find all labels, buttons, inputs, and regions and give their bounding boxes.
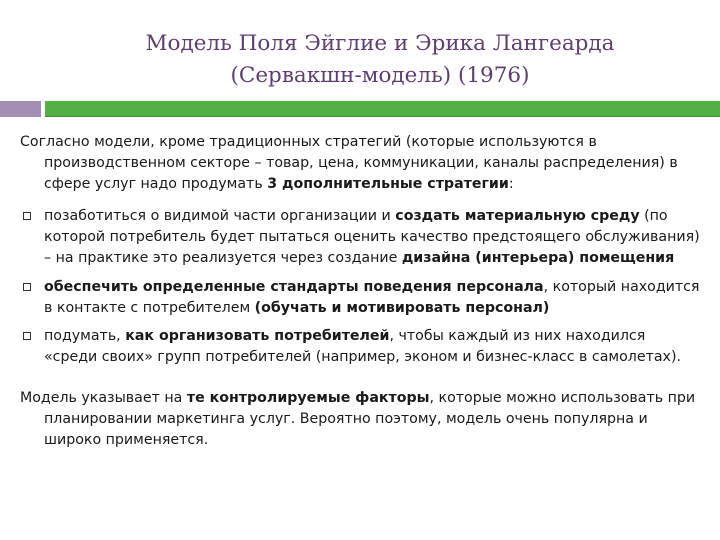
outro-text: Модель указывает на	[20, 389, 187, 406]
bullet-bold: как организовать потребителей	[125, 328, 390, 345]
square-bullet-icon	[23, 332, 31, 340]
outro-text-end: , которые можно использовать при планировании маркетинга услуг. Вероятно поэтому, модель очень популярна и широко применяется.	[44, 389, 696, 448]
intro-bold: 3 дополнительные стратегии	[267, 175, 509, 192]
decorative-bar-underline	[45, 116, 720, 117]
square-bullet-icon	[23, 212, 31, 220]
bullet-bold: (обучать и мотивировать персонал)	[254, 299, 550, 316]
slide-title-line-1: Модель Поля Эйглие и Эрика Лангеарда	[145, 31, 615, 56]
decorative-bar-green	[45, 101, 720, 117]
square-bullet-icon	[23, 283, 31, 291]
bullet-bold: обеспечить определенные стандарты поведения персонала	[44, 278, 544, 295]
bullet-bold: создать материальную среду	[395, 208, 640, 225]
slide-body	[20, 132, 700, 450]
intro-paragraph	[20, 132, 700, 194]
bullet-text: позаботиться о видимой части организации и	[44, 208, 396, 225]
intro-text: Согласно модели, кроме традиционных стратегий (которые используются в производственном секторе – товар, цена, коммуникации, каналы распределения) в сфере услуг надо продумать	[20, 134, 678, 192]
outro-bold: те контролируемые факторы	[186, 389, 430, 406]
bullet-text: , чтобы каждый из них находился «среди своих» групп потребителей (например, эконом и бизнес-класс в самолетах).	[44, 328, 681, 366]
list-item	[20, 326, 700, 368]
outro-paragraph	[20, 388, 700, 450]
list-item	[20, 277, 700, 319]
decorative-bar-purple	[0, 101, 41, 117]
slide-title	[60, 28, 700, 92]
intro-text-end: :	[508, 175, 514, 192]
slide-title-line-2: (Сервакшн-модель) (1976)	[230, 63, 530, 88]
bullet-bold: дизайна (интерьера) помещения	[401, 249, 675, 266]
list-item	[20, 206, 700, 268]
bullet-text: (по которой потребитель будет пытаться оценить качество предстоящего обслуживания) – на практике это реализуется через создание	[44, 208, 700, 266]
bullet-text: подумать,	[44, 328, 126, 345]
strategy-list	[20, 206, 700, 368]
bullet-text: , который находится в контакте с потребителем	[44, 278, 700, 316]
